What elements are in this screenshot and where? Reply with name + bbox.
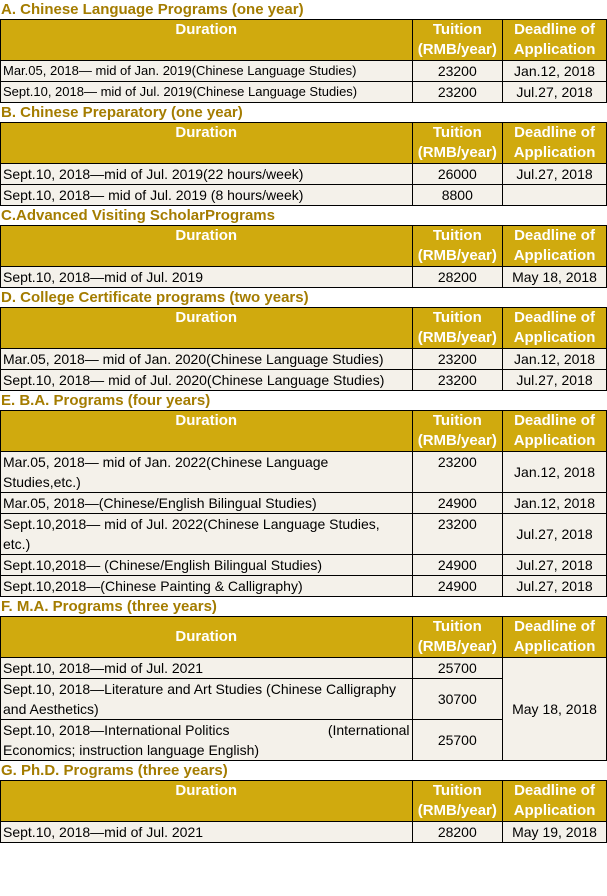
deadline-cell: Jan.12, 2018 xyxy=(503,61,607,82)
table-row xyxy=(1,267,607,288)
duration-cell: Mar.05, 2018—(Chinese/English Bilingual Studies) xyxy=(1,493,413,514)
duration-cell: Sept.10, 2018— mid of Jul. 2020(Chinese Language Studies) xyxy=(1,370,413,391)
section-e-title: E. B.A. Programs (four years) xyxy=(1,392,211,409)
deadline-cell: Jan.12, 2018 xyxy=(503,349,607,370)
section-c-table xyxy=(0,225,607,288)
deadline-header: Deadline of Application xyxy=(503,411,607,452)
duration-cell: Mar.05, 2018— mid of Jan. 2019(Chinese Language Studies) xyxy=(1,61,413,82)
duration-cell: Sept.10, 2018—mid of Jul. 2021 xyxy=(1,822,413,843)
table-row xyxy=(1,82,607,103)
tuition-header: Tuition (RMB/year) xyxy=(412,411,503,452)
table-row xyxy=(1,61,607,82)
tuition-header: Tuition (RMB/year) xyxy=(412,20,503,61)
section-f-table xyxy=(0,616,607,761)
duration-cell: Sept.10, 2018—mid of Jul. 2019(22 hours/week) xyxy=(1,164,413,185)
duration-cell: Sept.10,2018— mid of Jul. 2022(Chinese Language Studies, etc.) xyxy=(1,514,413,555)
deadline-cell: Jan.12, 2018 xyxy=(503,493,607,514)
table-row xyxy=(1,576,607,597)
tuition-cell: 8800 xyxy=(412,185,503,206)
duration-cell: Sept.10, 2018— mid of Jul. 2019(Chinese Language Studies) xyxy=(1,82,413,103)
duration-header: Duration xyxy=(1,617,413,658)
duration-cell: Mar.05, 2018— mid of Jan. 2022(Chinese Language Studies,etc.) xyxy=(1,452,413,493)
deadline-header: Deadline of Application xyxy=(503,226,607,267)
deadline-cell: Jul.27, 2018 xyxy=(503,82,607,103)
section-g-table xyxy=(0,780,607,843)
duration-header: Duration xyxy=(1,308,413,349)
duration-text-a: Sept.10, 2018—International Politics xyxy=(3,722,230,738)
section-b-table xyxy=(0,122,607,206)
deadline-cell: Jul.27, 2018 xyxy=(503,164,607,185)
duration-cell: Sept.10,2018—(Chinese Painting & Calligraphy) xyxy=(1,576,413,597)
tuition-header: Tuition (RMB/year) xyxy=(412,617,503,658)
tuition-cell: 24900 xyxy=(412,555,503,576)
deadline-cell: Jan.12, 2018 xyxy=(503,452,607,493)
deadline-cell xyxy=(503,185,607,206)
duration-cell: Sept.10,2018— (Chinese/English Bilingual Studies) xyxy=(1,555,413,576)
duration-header: Duration xyxy=(1,226,413,267)
tuition-cell: 28200 xyxy=(412,267,503,288)
section-d-title: D. College Certificate programs (two years) xyxy=(1,289,309,306)
deadline-header: Deadline of Application xyxy=(503,20,607,61)
duration-cell: Sept.10, 2018—mid of Jul. 2019 xyxy=(1,267,413,288)
tuition-cell: 24900 xyxy=(412,576,503,597)
tuition-cell: 25700 xyxy=(412,658,503,679)
section-a-table xyxy=(0,19,607,103)
deadline-cell: May 18, 2018 xyxy=(503,658,607,761)
table-row xyxy=(1,493,607,514)
tuition-cell: 24900 xyxy=(412,493,503,514)
header-row xyxy=(1,411,607,452)
header-row xyxy=(1,123,607,164)
deadline-header: Deadline of Application xyxy=(503,781,607,822)
tuition-header: Tuition (RMB/year) xyxy=(412,308,503,349)
deadline-cell: May 19, 2018 xyxy=(503,822,607,843)
tuition-cell: 26000 xyxy=(412,164,503,185)
tuition-cell: 25700 xyxy=(412,720,503,761)
deadline-header: Deadline of Application xyxy=(503,123,607,164)
table-row xyxy=(1,822,607,843)
duration-header: Duration xyxy=(1,411,413,452)
deadline-cell: Jul.27, 2018 xyxy=(503,370,607,391)
section-d-table xyxy=(0,307,607,391)
tuition-cell: 23200 xyxy=(412,452,503,493)
section-e-table xyxy=(0,410,607,597)
header-row xyxy=(1,781,607,822)
duration-cell xyxy=(1,720,413,761)
header-row xyxy=(1,308,607,349)
deadline-cell: Jul.27, 2018 xyxy=(503,555,607,576)
table-row xyxy=(1,349,607,370)
duration-header: Duration xyxy=(1,781,413,822)
tuition-header: Tuition (RMB/year) xyxy=(412,226,503,267)
tuition-cell: 28200 xyxy=(412,822,503,843)
tuition-cell: 23200 xyxy=(412,349,503,370)
table-row xyxy=(1,164,607,185)
deadline-cell: Jul.27, 2018 xyxy=(503,576,607,597)
duration-text-b: (International xyxy=(327,722,410,738)
deadline-cell: May 18, 2018 xyxy=(503,267,607,288)
tuition-cell: 30700 xyxy=(412,679,503,720)
duration-cell: Sept.10, 2018—Literature and Art Studies (Chinese Calligraphy and Aesthetics) xyxy=(1,679,413,720)
duration-cell: Sept.10, 2018— mid of Jul. 2019 (8 hours/week) xyxy=(1,185,413,206)
section-b-title: B. Chinese Preparatory (one year) xyxy=(1,104,243,121)
section-a-title: A. Chinese Language Programs (one year) xyxy=(1,1,304,18)
header-row xyxy=(1,20,607,61)
deadline-cell: Jul.27, 2018 xyxy=(503,514,607,555)
tuition-cell: 23200 xyxy=(412,370,503,391)
deadline-header: Deadline of Application xyxy=(503,617,607,658)
tuition-header: Tuition (RMB/year) xyxy=(412,781,503,822)
section-g-title: G. Ph.D. Programs (three years) xyxy=(1,762,228,779)
duration-header: Duration xyxy=(1,20,413,61)
duration-text-c: Economics; instruction language English) xyxy=(3,742,260,758)
duration-cell: Sept.10, 2018—mid of Jul. 2021 xyxy=(1,658,413,679)
table-row xyxy=(1,555,607,576)
header-row xyxy=(1,226,607,267)
tuition-header: Tuition (RMB/year) xyxy=(412,123,503,164)
duration-cell: Mar.05, 2018— mid of Jan. 2020(Chinese Language Studies) xyxy=(1,349,413,370)
table-row xyxy=(1,452,607,493)
tuition-cell: 23200 xyxy=(412,61,503,82)
section-c-title: C.Advanced Visiting ScholarPrograms xyxy=(1,207,275,224)
tuition-cell: 23200 xyxy=(412,514,503,555)
table-row xyxy=(1,658,607,679)
header-row xyxy=(1,617,607,658)
duration-header: Duration xyxy=(1,123,413,164)
deadline-header: Deadline of Application xyxy=(503,308,607,349)
table-row xyxy=(1,370,607,391)
table-row xyxy=(1,514,607,555)
tuition-cell: 23200 xyxy=(412,82,503,103)
section-f-title: F. M.A. Programs (three years) xyxy=(1,598,217,615)
table-row xyxy=(1,185,607,206)
